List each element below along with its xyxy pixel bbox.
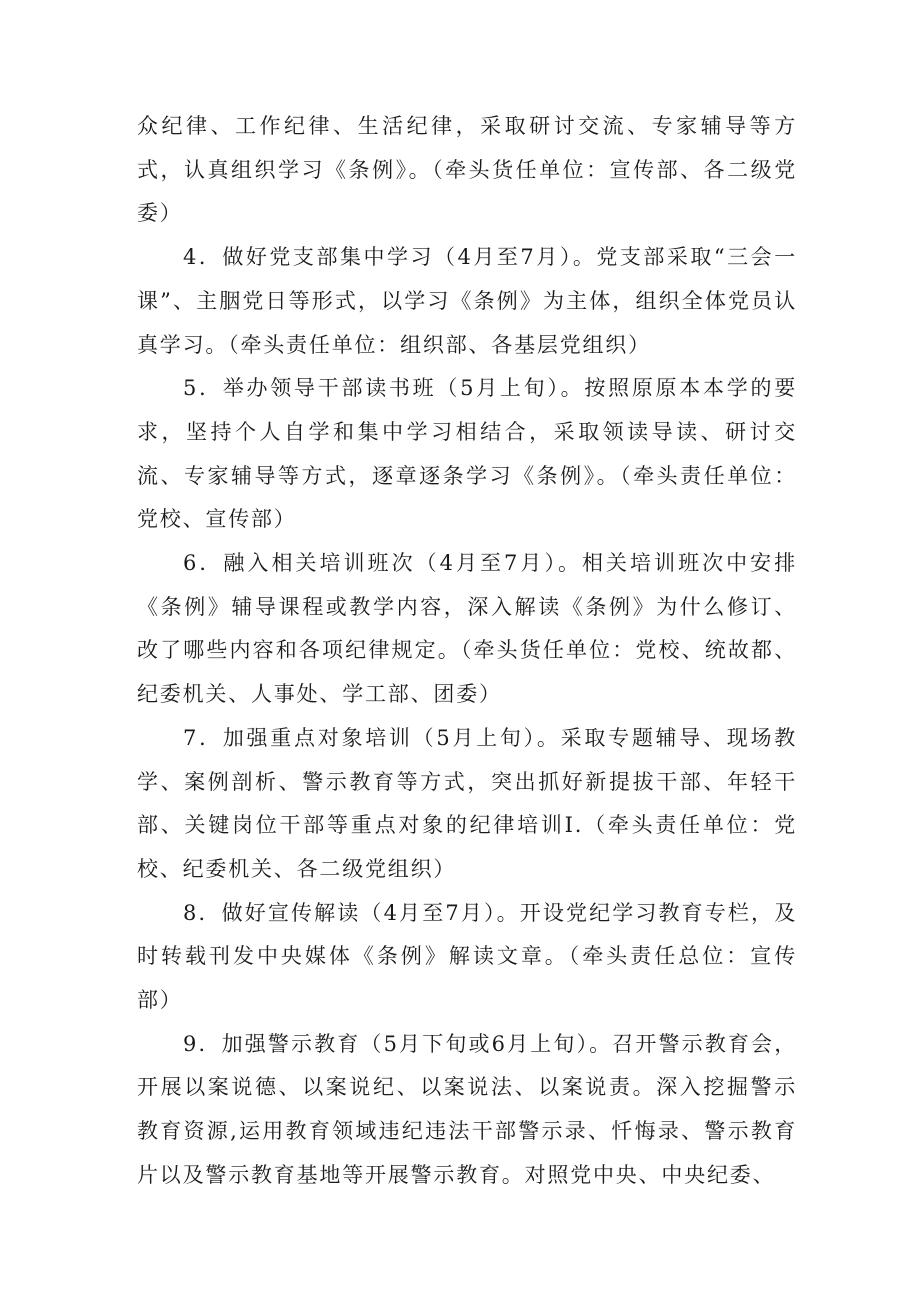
- paragraph-item-5: 5．举办领导干部读书班（5月上旬）。按照原原本本学的要求，坚持个人自学和集中学习相结合，采取领读导读、研讨交流、专家辅导等方式，逐章逐条学习《条例》。（牵头责任单位：党校、宣传部）: [137, 376, 797, 532]
- paragraph-item-7: 7．加强重点对象培训（5月上旬）。采取专题辅导、现场教学、案例剖析、警示教育等方式，突出抓好新提拔干部、年轻干部、关键岗位干部等重点对象的纪律培训I.（牵头责任单位：党校、纪委机关、各二级党组织）: [137, 725, 797, 881]
- paragraph-item-4: 4．做好党支部集中学习（4月至7月）。党支部采取“三会一课”、主胭党日等形式，以学习《条例》为主体，组织全体党员认真学习。（牵头责任单位：组织部、各基层党组织）: [137, 245, 797, 357]
- paragraph-continuation: 众纪律、工作纪律、生活纪律，采取研讨交流、专家辅导等方式，认真组织学习《条例》。（牵头货任单位：宣传部、各二级党委）: [137, 114, 797, 226]
- paragraph-item-8: 8．做好宣传解读（4月至7月）。开设党纪学习教育专栏，及时转载刊发中央媒体《条例》解读文章。（牵头责任总位：宣传部）: [137, 900, 797, 1013]
- paragraph-item-9: 9．加强警示教育（5月下旬或6月上旬）。召开警示教育会，开展以案说德、以案说纪、以案说法、以案说责。深入挖掘警示教育资源,运用教育领域违纪违法干部警示录、忏悔录、警示教育片以及警示教育基地等开展警示教育。对照党中央、中央纪委、: [137, 1031, 797, 1187]
- document-body: [137, 105, 797, 1198]
- paragraph-item-6: 6．融入相关培训班次（4月至7月）。相关培训班次中安排《条例》辅导课程或教学内容，深入解读《条例》为什么修订、改了哪些内容和各项纪律规定。（牵头货任单位：党校、统故都、纪委机关、人事处、学工部、团委）: [137, 551, 797, 707]
